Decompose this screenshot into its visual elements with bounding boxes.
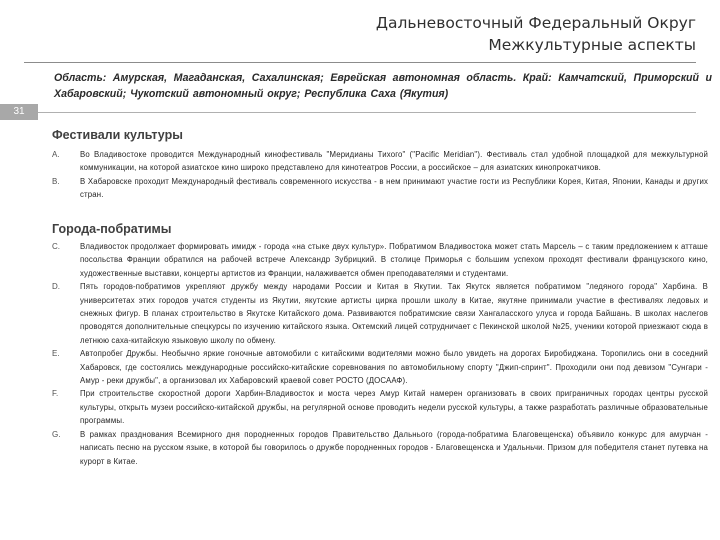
item-marker: B.: [52, 176, 60, 186]
item-marker: A.: [52, 150, 60, 159]
list-item: [52, 280, 708, 347]
slide-title: [376, 12, 696, 56]
item-text: Владивосток продолжает формировать имидж - города «на стыке двух культур». Побратимом Владивостока может стать Марсель – с таким предложением к атташе посольства Франции обратился на рабочей встрече Александр Зубрицкий. В столице Приморья с большим успехом проходят фестивали французского кино, художественные выставки, концерты артистов из Франции, налаживается обмен преподавателями и студентами.: [80, 242, 708, 278]
regions-text: Область: Амурская, Магаданская, Сахалинская; Еврейская автономная область. Край: Камчатский, Приморский и Хабаровский; Чукотский автономный округ; Республика Саха (Якутия): [54, 72, 712, 100]
slide-divider: [38, 112, 696, 113]
item-text: При строительстве скоростной дороги Харбин-Владивосток и моста через Амур Китай намерен организовать в своих приграничных городах центры русской культуры, открыть музеи российско-китайской дружбы, на регулярной основе проводить недели русской культуры, а также разработать различные образовательные программы.: [80, 389, 708, 426]
list-item: [52, 347, 708, 387]
item-marker: F.: [52, 389, 59, 399]
item-marker: C.: [52, 242, 60, 251]
twin-cities-list: [52, 240, 708, 468]
item-text: Автопробег Дружбы. Необычно яркие гоночные автомобили с китайскими водителями можно было увидеть на дорогах Биробиджана. Торопились они в соседний Хабаровск, где состоялись международные российско-китайские соревнования по автомобильному спорту "Джип-спринт". Проходили они под девизом "Сунгари - Амур - реки дружбы", а организовал их Хабаровский краевой совет РОСТО (ДОСААФ).: [80, 349, 708, 386]
item-marker: D.: [52, 282, 60, 292]
item-text: Пять городов-побратимов укрепляют дружбу между народами России и Китая в Якутии. Так Якутск является побратимом "ледяного города" Харбина. В университетах этих городов учатся студенты из Якутии, якутские артисты цирка прошли школу в Китае, якутяне принимали участие в фестивалях ледовых и снежных фигур. В планах строительство в Якутске Китайского дома. Развиваются побратимские связи Хангаласского улуса и города Байшань. В школах наслегов проводятся дополнительные спецкурсы по изучению китайского языка. Октемский лицей сотрудничает с Пекинской школой №25, ученики которой приезжают сюда в летнюю саха-китайскую языковую школу по обмену.: [80, 282, 708, 345]
list-item: [52, 240, 708, 280]
list-item: [52, 428, 708, 468]
item-marker: G.: [52, 429, 61, 439]
slide-number: 31: [0, 104, 38, 120]
title-line-1: Дальневосточный Федеральный Округ: [375, 14, 696, 32]
festivals-list: [52, 148, 708, 202]
item-text: В Хабаровске проходит Международный фестиваль современного искусства - в нем принимают участие гости из Республики Корея, Китая, Японии, Канады и других стран.: [80, 176, 708, 200]
item-marker: E.: [52, 349, 60, 359]
section-title-festivals: Фестивали культуры: [52, 128, 183, 142]
item-text: В рамках празднования Всемирного дня породненных городов Правительство Дальнього (города-побратима Благовещенска) объявило конкурс для амурчан - написать песню на русском языке, в которой бы говорилось о дружбе породненных городов - Благовещенска и Удальньчи. Призом для победителя станет путевка на курорт в Китае.: [80, 429, 708, 466]
section-title-twin-cities: Города-побратимы: [52, 222, 172, 236]
title-line-2: Межкультурные аспекты: [488, 36, 696, 54]
list-item: [52, 148, 708, 175]
item-text: Во Владивостоке проводится Международный кинофестиваль "Меридианы Тихого" ("Pacific Meridian"). Фестиваль стал удобной площадкой для межкультурной коммуникации, на которой азиатское кино широко представлено для кинотеатров России, а российское – для азиатских кинопрокатчиков.: [80, 150, 708, 173]
list-item: [52, 387, 708, 427]
title-divider: [24, 62, 696, 63]
list-item: [52, 175, 708, 202]
